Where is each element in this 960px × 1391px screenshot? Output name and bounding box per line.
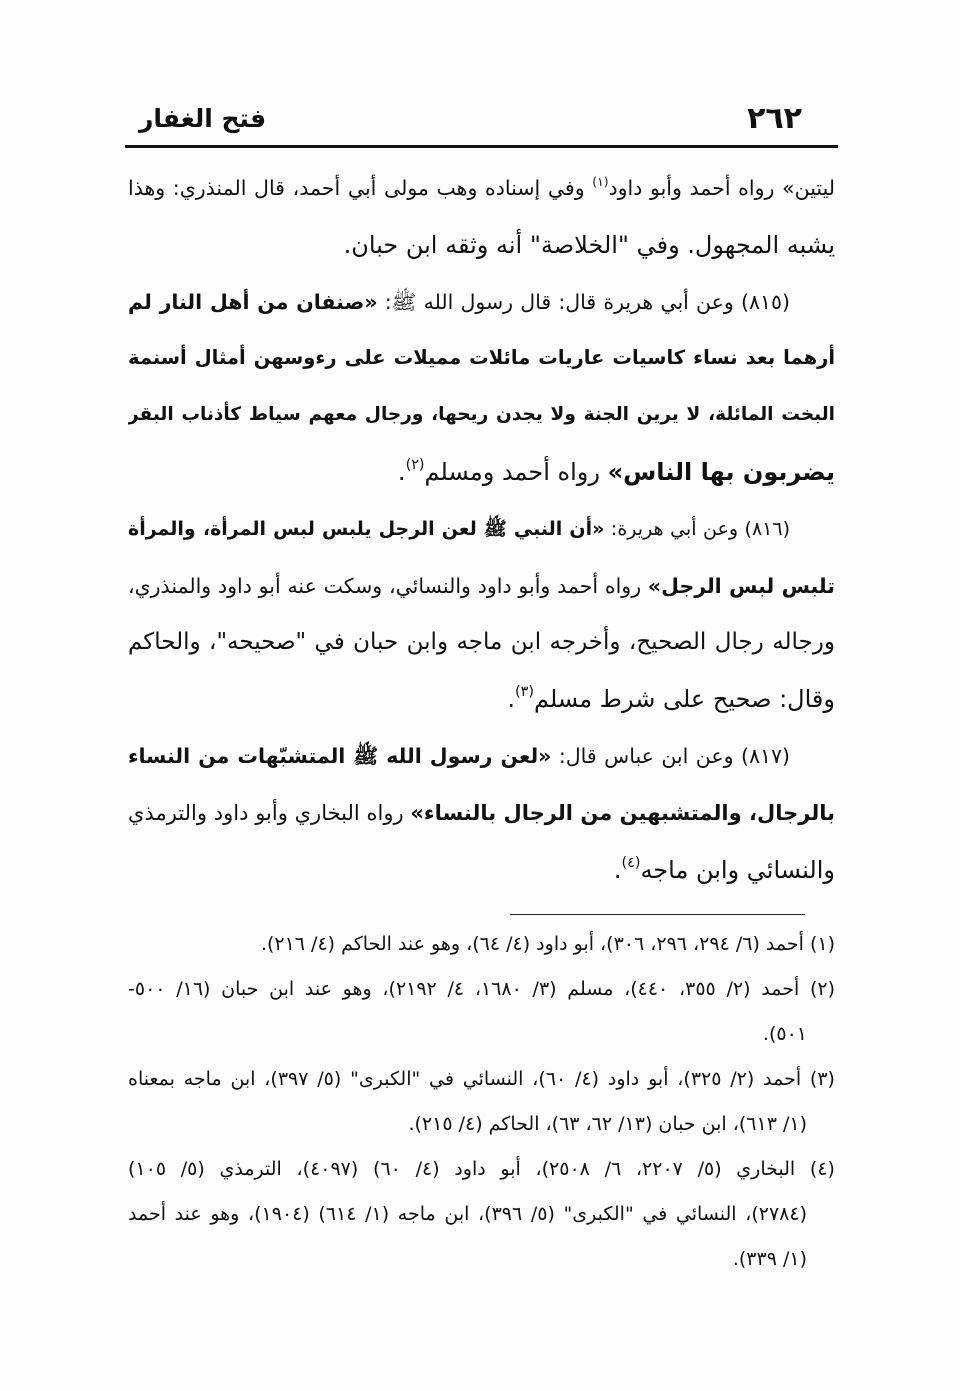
text-line bbox=[128, 274, 835, 331]
book-title: فتح الغفار bbox=[139, 104, 267, 133]
text-run: رواه البخاري وأبو داود والترمذي bbox=[128, 800, 411, 825]
footnote-line: (٣) أحمد (٢/ ٣٢٥)، أبو داود (٤/ ٦٠)، النسائي في "الكبرى" (٥/ ٣٩٧)، ابن ماجه بمعناه bbox=[128, 1068, 835, 1090]
footnote-line: (٢) أحمد (٢/ ٣٥٥، ٤٤٠)، مسلم (٣/ ١٦٨٠، ٤/ ٢١٩٢)، وهو عند ابن حبان (١٦/ ٥٠٠- bbox=[128, 978, 835, 1000]
footnote-separator bbox=[510, 914, 805, 915]
footnote-4 bbox=[128, 1147, 835, 1282]
text-line bbox=[128, 217, 835, 274]
hadith-text-run: البخت المائلة، لا يرين الجنة ولا يجدن ريحها، ورجال معهم سياط كأذناب البقر bbox=[128, 404, 835, 426]
footnote-1 bbox=[128, 922, 835, 967]
footnote-marker: (٢) bbox=[405, 457, 425, 474]
text-run: وقال: صحيح على شرط مسلم bbox=[533, 685, 835, 714]
text-line bbox=[128, 842, 835, 899]
text-run: والنسائي وابن ماجه bbox=[640, 855, 835, 884]
hadith-text-run: بالرجال، والمتشبهين من الرجال بالنساء» bbox=[410, 800, 835, 825]
paragraph-hadith-816 bbox=[128, 501, 835, 728]
text-line bbox=[128, 728, 835, 785]
text-line bbox=[128, 444, 835, 501]
footnote-line: (١) أحمد (٦/ ٢٩٤، ٢٩٦، ٣٠٦)، أبو داود (٤/ ٦٤)، وهو عند الحاكم (٤/ ٢١٦). bbox=[260, 933, 835, 955]
text-run: (٨١٦) وعن أبي هريرة: bbox=[604, 517, 790, 540]
paragraph-hadith-815 bbox=[128, 274, 835, 501]
hadith-text-run: «أن النبي ﷺ لعن الرجل يلبس لبس المرأة، والمرأة bbox=[128, 517, 605, 540]
hadith-text-run: «صنفان من أهل النار لم bbox=[128, 289, 378, 314]
text-run: ليتين» رواه أحمد وأبو داود bbox=[608, 176, 835, 200]
footnotes bbox=[128, 922, 835, 1282]
running-header bbox=[125, 98, 838, 148]
paragraph-continuation bbox=[128, 160, 835, 274]
hadith-text-run: تلبس لبس الرجل» bbox=[647, 573, 835, 598]
footnote-marker: (٣) bbox=[514, 684, 534, 701]
text-line bbox=[128, 160, 835, 217]
footnote-line: (١/ ٦١٣)، ابن حبان (١٣/ ٦٢، ٦٣)، الحاكم (٤/ ٢١٥). bbox=[408, 1113, 807, 1135]
hadith-text-run: أرهما بعد نساء كاسيات عاريات مائلات مميلات على رءوسهن أمثال أسنمة bbox=[128, 346, 835, 370]
text-run: (٨١٧) وعن ابن عباس قال: bbox=[551, 743, 791, 768]
text-run: رواه أحمد ومسلم bbox=[424, 457, 608, 486]
text-run: وفي إسناده وهب مولى أبي أحمد، قال المنذري: وهذا bbox=[128, 176, 593, 200]
text-run: ورجاله رجال الصحيح، وأخرجه ابن ماجه وابن حبان في "صحيحه"، والحاكم bbox=[128, 629, 835, 656]
main-text bbox=[128, 160, 835, 898]
text-run: . bbox=[613, 855, 622, 884]
paragraph-hadith-817 bbox=[128, 728, 835, 898]
footnote-marker: (١) bbox=[592, 174, 609, 189]
text-run: (٨١٥) وعن أبي هريرة قال: قال رسول الله ﷺ: bbox=[377, 289, 790, 314]
footnote-3 bbox=[128, 1057, 835, 1147]
text-run: يشبه المجهول. وفي "الخلاصة" أنه وثقه ابن حبان. bbox=[343, 230, 835, 259]
text-line bbox=[128, 671, 835, 728]
footnote-line: (١/ ٣٣٩). bbox=[732, 1248, 807, 1270]
text-run: . bbox=[397, 457, 406, 486]
footnote-2 bbox=[128, 967, 835, 1057]
hadith-text-run: «لعن رسول الله ﷺ المتشبّهات من النساء bbox=[128, 743, 552, 768]
page-number: ٢٦٢ bbox=[747, 101, 802, 136]
footnote-line: ٥٠١). bbox=[762, 1023, 807, 1045]
text-line bbox=[128, 558, 835, 615]
text-line bbox=[128, 387, 835, 444]
text-line bbox=[128, 330, 835, 387]
footnote-line: (٤) البخاري (٥/ ٢٢٠٧، ٦/ ٢٥٠٨)، أبو داود (٤/ ٦٠) (٤٠٩٧)، الترمذي (٥/ ١٠٥) bbox=[128, 1158, 835, 1180]
text-line bbox=[128, 785, 835, 842]
footnote-marker: (٤) bbox=[621, 854, 641, 871]
footnote-line: (٢٧٨٤)، النسائي في "الكبرى" (٥/ ٣٩٦)، ابن ماجه (١/ ٦١٤) (١٩٠٤)، وهو عند أحمد bbox=[128, 1203, 808, 1225]
text-line bbox=[128, 501, 835, 558]
text-line bbox=[128, 614, 835, 671]
text-run: . bbox=[507, 685, 515, 714]
text-run: رواه أحمد وأبو داود والنسائي، وسكت عنه أبو داود والمنذري، bbox=[128, 573, 648, 598]
hadith-text-run: يضربون بها الناس» bbox=[607, 457, 835, 486]
